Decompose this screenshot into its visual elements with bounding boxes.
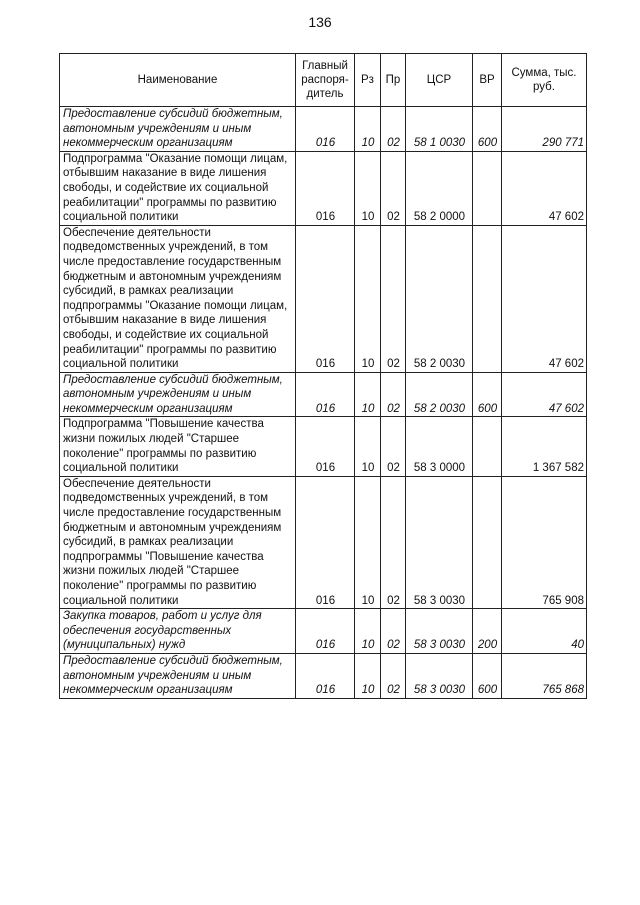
row-rz: 10	[355, 372, 381, 417]
row-csr: 58 3 0030	[406, 653, 473, 698]
row-csr: 58 1 0030	[406, 107, 473, 152]
table-row	[60, 653, 587, 698]
table-row	[60, 151, 587, 225]
header-row	[60, 54, 587, 107]
row-csr: 58 2 0030	[406, 225, 473, 372]
row-sum: 290 771	[502, 107, 587, 152]
header-rz: Рз	[355, 54, 381, 107]
table-row	[60, 107, 587, 152]
row-rz: 10	[355, 653, 381, 698]
row-sum: 1 367 582	[502, 417, 587, 476]
row-sum: 47 602	[502, 225, 587, 372]
table-row	[60, 225, 587, 372]
row-name: Предоставление субсидий бюджетным, автономным учреждениям и иным некоммерческим организациям	[60, 372, 296, 417]
header-sum: Сумма, тыс. руб.	[502, 54, 587, 107]
row-vr: 600	[473, 107, 502, 152]
row-name: Обеспечение деятельности подведомственных учреждений, в том числе предоставление государственным бюджетным и автономным учреждениям субсидий, в рамках реализации подпрограммы "Оказание помощи лицам, отбывшим наказание в виде лишения свободы, и содействие их социальной реабилитации" программы по развитию социальной политики	[60, 225, 296, 372]
row-admin: 016	[296, 653, 355, 698]
row-pr: 02	[381, 151, 406, 225]
row-vr: 600	[473, 372, 502, 417]
header-vr: ВР	[473, 54, 502, 107]
row-vr	[473, 225, 502, 372]
row-pr: 02	[381, 417, 406, 476]
row-pr: 02	[381, 476, 406, 608]
row-csr: 58 3 0000	[406, 417, 473, 476]
row-pr: 02	[381, 225, 406, 372]
row-csr: 58 3 0030	[406, 476, 473, 608]
table-row	[60, 476, 587, 608]
row-admin: 016	[296, 107, 355, 152]
row-vr	[473, 476, 502, 608]
row-sum: 40	[502, 609, 587, 654]
row-admin: 016	[296, 609, 355, 654]
row-pr: 02	[381, 107, 406, 152]
table-row	[60, 609, 587, 654]
row-admin: 016	[296, 417, 355, 476]
row-rz: 10	[355, 609, 381, 654]
row-name: Закупка товаров, работ и услуг для обеспечения государственных (муниципальных) нужд	[60, 609, 296, 654]
row-rz: 10	[355, 476, 381, 608]
row-sum: 47 602	[502, 151, 587, 225]
row-sum: 765 868	[502, 653, 587, 698]
row-admin: 016	[296, 225, 355, 372]
row-name: Подпрограмма "Повышение качества жизни пожилых людей "Старшее поколение" программы по развитию социальной политики	[60, 417, 296, 476]
row-name: Предоставление субсидий бюджетным, автономным учреждениям и иным некоммерческим организациям	[60, 107, 296, 152]
row-admin: 016	[296, 151, 355, 225]
row-name: Обеспечение деятельности подведомственных учреждений, в том числе предоставление государственным бюджетным и автономным учреждениям субсидий, в рамках реализации подпрограммы "Повышение качества жизни пожилых людей "Старшее поколение" программы по развитию социальной политики	[60, 476, 296, 608]
row-name: Подпрограмма "Оказание помощи лицам, отбывшим наказание в виде лишения свободы, и содействие их социальной реабилитации" программы по развитию социальной политики	[60, 151, 296, 225]
row-vr: 200	[473, 609, 502, 654]
row-name: Предоставление субсидий бюджетным, автономным учреждениям и иным некоммерческим организациям	[60, 653, 296, 698]
row-csr: 58 2 0030	[406, 372, 473, 417]
header-csr: ЦСР	[406, 54, 473, 107]
row-rz: 10	[355, 417, 381, 476]
header-pr: Пр	[381, 54, 406, 107]
row-rz: 10	[355, 151, 381, 225]
row-admin: 016	[296, 372, 355, 417]
row-rz: 10	[355, 225, 381, 372]
page-number: 136	[308, 14, 332, 30]
row-sum: 765 908	[502, 476, 587, 608]
table-row	[60, 372, 587, 417]
budget-table	[59, 53, 587, 699]
header-name: Наименование	[60, 54, 296, 107]
header-admin: Главный распоря-дитель	[296, 54, 355, 107]
row-csr: 58 3 0030	[406, 609, 473, 654]
table-row	[60, 417, 587, 476]
row-csr: 58 2 0000	[406, 151, 473, 225]
row-vr	[473, 151, 502, 225]
row-rz: 10	[355, 107, 381, 152]
row-admin: 016	[296, 476, 355, 608]
row-vr	[473, 417, 502, 476]
row-pr: 02	[381, 609, 406, 654]
row-vr: 600	[473, 653, 502, 698]
row-sum: 47 602	[502, 372, 587, 417]
row-pr: 02	[381, 372, 406, 417]
row-pr: 02	[381, 653, 406, 698]
